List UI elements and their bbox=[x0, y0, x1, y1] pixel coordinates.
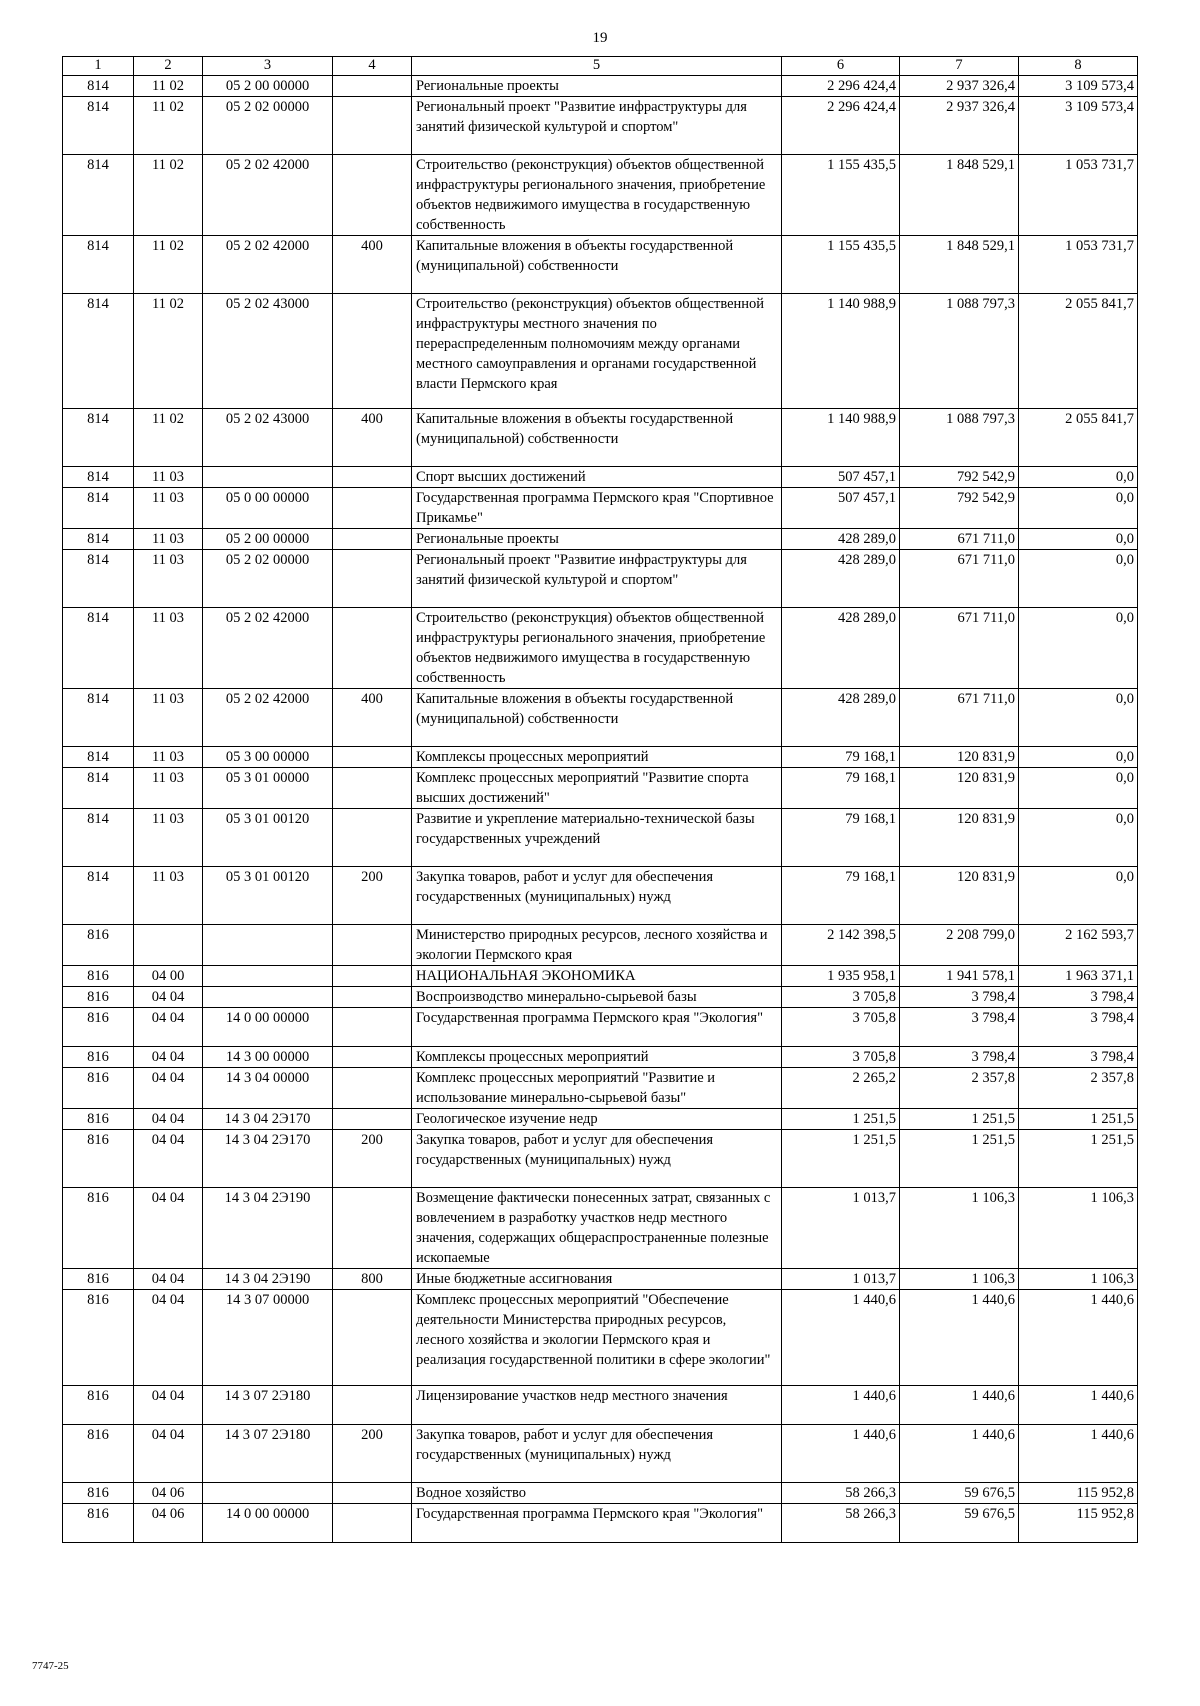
budget-table bbox=[62, 56, 1138, 1543]
amount-col7: 59 676,5 bbox=[900, 1504, 1019, 1543]
amount-col7: 1 251,5 bbox=[900, 1130, 1019, 1188]
amount-col6: 3 705,8 bbox=[782, 1047, 900, 1068]
amount-col7: 671 711,0 bbox=[900, 689, 1019, 747]
amount-col6: 428 289,0 bbox=[782, 529, 900, 550]
item-name: НАЦИОНАЛЬНАЯ ЭКОНОМИКА bbox=[412, 966, 782, 987]
table-row bbox=[63, 1109, 1138, 1130]
amount-col8: 1 053 731,7 bbox=[1019, 155, 1138, 236]
amount-col8: 3 798,4 bbox=[1019, 1008, 1138, 1047]
expense-type-code bbox=[333, 488, 412, 529]
expense-type-code bbox=[333, 529, 412, 550]
table-row bbox=[63, 1425, 1138, 1483]
amount-col6: 428 289,0 bbox=[782, 550, 900, 608]
amount-col8: 0,0 bbox=[1019, 809, 1138, 867]
section-code: 04 04 bbox=[134, 1109, 203, 1130]
section-code: 04 04 bbox=[134, 1188, 203, 1269]
footer-code: 7747-25 bbox=[32, 1660, 69, 1672]
amount-col8: 3 109 573,4 bbox=[1019, 76, 1138, 97]
section-code: 04 04 bbox=[134, 1386, 203, 1425]
amount-col6: 58 266,3 bbox=[782, 1504, 900, 1543]
table-row bbox=[63, 809, 1138, 867]
section-code: 04 04 bbox=[134, 987, 203, 1008]
table-row bbox=[63, 867, 1138, 925]
item-name: Министерство природных ресурсов, лесного хозяйства и экологии Пермского края bbox=[412, 925, 782, 966]
expense-type-code bbox=[333, 1068, 412, 1109]
target-article-code: 14 3 07 2Э180 bbox=[203, 1425, 333, 1483]
expense-type-code: 400 bbox=[333, 409, 412, 467]
amount-col6: 1 013,7 bbox=[782, 1269, 900, 1290]
table-row bbox=[63, 1068, 1138, 1109]
item-name: Спорт высших достижений bbox=[412, 467, 782, 488]
amount-col7: 1 941 578,1 bbox=[900, 966, 1019, 987]
expense-type-code bbox=[333, 294, 412, 409]
table-row bbox=[63, 488, 1138, 529]
amount-col6: 79 168,1 bbox=[782, 809, 900, 867]
amount-col7: 1 440,6 bbox=[900, 1386, 1019, 1425]
amount-col7: 1 251,5 bbox=[900, 1109, 1019, 1130]
department-code: 816 bbox=[63, 1109, 134, 1130]
item-name: Иные бюджетные ассигнования bbox=[412, 1269, 782, 1290]
section-code: 11 03 bbox=[134, 529, 203, 550]
target-article-code: 05 2 02 42000 bbox=[203, 155, 333, 236]
section-code: 11 03 bbox=[134, 768, 203, 809]
expense-type-code bbox=[333, 1504, 412, 1543]
item-name: Строительство (реконструкция) объектов общественной инфраструктуры регионального значения, приобретение объектов недвижимого имущества в государственную собственность bbox=[412, 155, 782, 236]
amount-col7: 120 831,9 bbox=[900, 867, 1019, 925]
amount-col8: 0,0 bbox=[1019, 747, 1138, 768]
department-code: 816 bbox=[63, 1504, 134, 1543]
department-code: 814 bbox=[63, 467, 134, 488]
target-article-code: 14 3 04 2Э190 bbox=[203, 1188, 333, 1269]
department-code: 814 bbox=[63, 155, 134, 236]
item-name: Строительство (реконструкция) объектов общественной инфраструктуры регионального значения, приобретение объектов недвижимого имущества в государственную собственность bbox=[412, 608, 782, 689]
section-code: 04 00 bbox=[134, 966, 203, 987]
expense-type-code: 200 bbox=[333, 867, 412, 925]
target-article-code: 05 2 02 42000 bbox=[203, 608, 333, 689]
target-article-code: 05 3 01 00120 bbox=[203, 867, 333, 925]
amount-col8: 0,0 bbox=[1019, 867, 1138, 925]
amount-col8: 0,0 bbox=[1019, 689, 1138, 747]
amount-col6: 507 457,1 bbox=[782, 467, 900, 488]
expense-type-code bbox=[333, 809, 412, 867]
expense-type-code bbox=[333, 550, 412, 608]
department-code: 814 bbox=[63, 867, 134, 925]
amount-col8: 1 963 371,1 bbox=[1019, 966, 1138, 987]
item-name: Лицензирование участков недр местного значения bbox=[412, 1386, 782, 1425]
amount-col6: 507 457,1 bbox=[782, 488, 900, 529]
amount-col8: 3 798,4 bbox=[1019, 1047, 1138, 1068]
table-row bbox=[63, 409, 1138, 467]
expense-type-code bbox=[333, 987, 412, 1008]
table-row bbox=[63, 768, 1138, 809]
department-code: 816 bbox=[63, 1269, 134, 1290]
expense-type-code bbox=[333, 1290, 412, 1386]
target-article-code: 14 3 00 00000 bbox=[203, 1047, 333, 1068]
table-row bbox=[63, 1504, 1138, 1543]
item-name: Региональный проект "Развитие инфраструктуры для занятий физической культурой и спортом" bbox=[412, 97, 782, 155]
target-article-code: 05 2 02 00000 bbox=[203, 97, 333, 155]
target-article-code: 05 3 01 00120 bbox=[203, 809, 333, 867]
target-article-code: 14 3 04 2Э190 bbox=[203, 1269, 333, 1290]
expense-type-code: 800 bbox=[333, 1269, 412, 1290]
amount-col6: 428 289,0 bbox=[782, 689, 900, 747]
section-code: 04 04 bbox=[134, 1008, 203, 1047]
table-row bbox=[63, 1483, 1138, 1504]
department-code: 814 bbox=[63, 488, 134, 529]
section-code: 11 02 bbox=[134, 155, 203, 236]
amount-col8: 0,0 bbox=[1019, 768, 1138, 809]
target-article-code: 05 2 00 00000 bbox=[203, 529, 333, 550]
target-article-code: 05 3 01 00000 bbox=[203, 768, 333, 809]
amount-col7: 2 357,8 bbox=[900, 1068, 1019, 1109]
amount-col6: 1 935 958,1 bbox=[782, 966, 900, 987]
amount-col8: 1 106,3 bbox=[1019, 1269, 1138, 1290]
item-name: Региональные проекты bbox=[412, 76, 782, 97]
amount-col7: 792 542,9 bbox=[900, 467, 1019, 488]
target-article-code: 05 3 00 00000 bbox=[203, 747, 333, 768]
table-row bbox=[63, 550, 1138, 608]
table-row bbox=[63, 155, 1138, 236]
amount-col6: 1 140 988,9 bbox=[782, 409, 900, 467]
item-name: Комплексы процессных мероприятий bbox=[412, 1047, 782, 1068]
item-name: Воспроизводство минерально-сырьевой базы bbox=[412, 987, 782, 1008]
amount-col7: 2 208 799,0 bbox=[900, 925, 1019, 966]
section-code: 04 04 bbox=[134, 1290, 203, 1386]
amount-col7: 1 106,3 bbox=[900, 1188, 1019, 1269]
expense-type-code: 400 bbox=[333, 689, 412, 747]
column-number-row bbox=[63, 57, 1138, 76]
expense-type-code bbox=[333, 608, 412, 689]
target-article-code bbox=[203, 467, 333, 488]
item-name: Капитальные вложения в объекты государственной (муниципальной) собственности bbox=[412, 236, 782, 294]
amount-col7: 3 798,4 bbox=[900, 987, 1019, 1008]
table-row bbox=[63, 1130, 1138, 1188]
amount-col8: 0,0 bbox=[1019, 529, 1138, 550]
amount-col6: 3 705,8 bbox=[782, 1008, 900, 1047]
table-row bbox=[63, 1047, 1138, 1068]
amount-col6: 2 296 424,4 bbox=[782, 97, 900, 155]
amount-col8: 3 798,4 bbox=[1019, 987, 1138, 1008]
table-row bbox=[63, 925, 1138, 966]
table-row bbox=[63, 236, 1138, 294]
amount-col7: 120 831,9 bbox=[900, 747, 1019, 768]
table-body bbox=[63, 76, 1138, 1543]
target-article-code: 05 0 00 00000 bbox=[203, 488, 333, 529]
target-article-code: 14 3 07 00000 bbox=[203, 1290, 333, 1386]
item-name: Комплекс процессных мероприятий "Развитие спорта высших достижений" bbox=[412, 768, 782, 809]
expense-type-code bbox=[333, 925, 412, 966]
table-row bbox=[63, 689, 1138, 747]
department-code: 816 bbox=[63, 1483, 134, 1504]
expense-type-code bbox=[333, 1188, 412, 1269]
item-name: Государственная программа Пермского края "Экология" bbox=[412, 1504, 782, 1543]
section-code: 04 04 bbox=[134, 1047, 203, 1068]
table-row bbox=[63, 294, 1138, 409]
item-name: Возмещение фактически понесенных затрат, связанных с вовлечением в разработку участков недр местного значения, содержащих общераспространенные полезные ископаемые bbox=[412, 1188, 782, 1269]
amount-col8: 2 357,8 bbox=[1019, 1068, 1138, 1109]
item-name: Региональный проект "Развитие инфраструктуры для занятий физической культурой и спортом" bbox=[412, 550, 782, 608]
table-row bbox=[63, 97, 1138, 155]
amount-col8: 0,0 bbox=[1019, 550, 1138, 608]
expense-type-code: 200 bbox=[333, 1130, 412, 1188]
amount-col7: 1 440,6 bbox=[900, 1290, 1019, 1386]
amount-col6: 1 155 435,5 bbox=[782, 236, 900, 294]
amount-col8: 2 055 841,7 bbox=[1019, 409, 1138, 467]
target-article-code: 14 0 00 00000 bbox=[203, 1008, 333, 1047]
section-code: 11 03 bbox=[134, 467, 203, 488]
item-name: Геологическое изучение недр bbox=[412, 1109, 782, 1130]
amount-col7: 1 088 797,3 bbox=[900, 409, 1019, 467]
item-name: Водное хозяйство bbox=[412, 1483, 782, 1504]
department-code: 816 bbox=[63, 1188, 134, 1269]
department-code: 816 bbox=[63, 1386, 134, 1425]
target-article-code: 05 2 02 42000 bbox=[203, 689, 333, 747]
table-row bbox=[63, 1290, 1138, 1386]
target-article-code: 05 2 00 00000 bbox=[203, 76, 333, 97]
amount-col7: 2 937 326,4 bbox=[900, 76, 1019, 97]
column-header: 5 bbox=[412, 57, 782, 76]
amount-col6: 1 251,5 bbox=[782, 1130, 900, 1188]
amount-col6: 1 155 435,5 bbox=[782, 155, 900, 236]
amount-col6: 1 440,6 bbox=[782, 1425, 900, 1483]
item-name: Закупка товаров, работ и услуг для обеспечения государственных (муниципальных) нужд bbox=[412, 1425, 782, 1483]
amount-col7: 671 711,0 bbox=[900, 550, 1019, 608]
amount-col7: 671 711,0 bbox=[900, 529, 1019, 550]
amount-col7: 1 440,6 bbox=[900, 1425, 1019, 1483]
target-article-code bbox=[203, 1483, 333, 1504]
expense-type-code bbox=[333, 1008, 412, 1047]
amount-col8: 2 162 593,7 bbox=[1019, 925, 1138, 966]
section-code: 11 02 bbox=[134, 236, 203, 294]
column-header: 2 bbox=[134, 57, 203, 76]
department-code: 814 bbox=[63, 809, 134, 867]
department-code: 814 bbox=[63, 76, 134, 97]
expense-type-code bbox=[333, 1047, 412, 1068]
amount-col8: 1 106,3 bbox=[1019, 1188, 1138, 1269]
amount-col7: 2 937 326,4 bbox=[900, 97, 1019, 155]
amount-col6: 79 168,1 bbox=[782, 747, 900, 768]
table-row bbox=[63, 608, 1138, 689]
target-article-code: 14 3 04 2Э170 bbox=[203, 1109, 333, 1130]
amount-col8: 3 109 573,4 bbox=[1019, 97, 1138, 155]
target-article-code: 14 3 04 00000 bbox=[203, 1068, 333, 1109]
column-header: 6 bbox=[782, 57, 900, 76]
column-header: 4 bbox=[333, 57, 412, 76]
amount-col8: 2 055 841,7 bbox=[1019, 294, 1138, 409]
section-code: 11 02 bbox=[134, 409, 203, 467]
page-number: 19 bbox=[592, 30, 608, 46]
item-name: Закупка товаров, работ и услуг для обеспечения государственных (муниципальных) нужд bbox=[412, 867, 782, 925]
item-name: Комплекс процессных мероприятий "Обеспечение деятельности Министерства природных ресурсов, лесного хозяйства и экологии Пермского края и реализация государственной политики в сфере экологии" bbox=[412, 1290, 782, 1386]
target-article-code: 14 0 00 00000 bbox=[203, 1504, 333, 1543]
department-code: 814 bbox=[63, 768, 134, 809]
section-code: 11 02 bbox=[134, 294, 203, 409]
amount-col6: 58 266,3 bbox=[782, 1483, 900, 1504]
column-header: 1 bbox=[63, 57, 134, 76]
table-row bbox=[63, 747, 1138, 768]
section-code: 11 03 bbox=[134, 809, 203, 867]
expense-type-code bbox=[333, 1483, 412, 1504]
amount-col7: 1 106,3 bbox=[900, 1269, 1019, 1290]
department-code: 814 bbox=[63, 550, 134, 608]
section-code: 04 04 bbox=[134, 1068, 203, 1109]
section-code: 11 03 bbox=[134, 608, 203, 689]
item-name: Капитальные вложения в объекты государственной (муниципальной) собственности bbox=[412, 409, 782, 467]
target-article-code: 05 2 02 00000 bbox=[203, 550, 333, 608]
item-name: Региональные проекты bbox=[412, 529, 782, 550]
amount-col7: 59 676,5 bbox=[900, 1483, 1019, 1504]
target-article-code bbox=[203, 925, 333, 966]
department-code: 816 bbox=[63, 1290, 134, 1386]
amount-col8: 115 952,8 bbox=[1019, 1483, 1138, 1504]
amount-col8: 1 440,6 bbox=[1019, 1386, 1138, 1425]
amount-col8: 0,0 bbox=[1019, 488, 1138, 529]
expense-type-code bbox=[333, 1109, 412, 1130]
column-header: 7 bbox=[900, 57, 1019, 76]
column-header: 8 bbox=[1019, 57, 1138, 76]
table-row bbox=[63, 987, 1138, 1008]
amount-col8: 1 440,6 bbox=[1019, 1425, 1138, 1483]
amount-col6: 1 440,6 bbox=[782, 1290, 900, 1386]
table-row bbox=[63, 1386, 1138, 1425]
amount-col8: 0,0 bbox=[1019, 467, 1138, 488]
amount-col7: 3 798,4 bbox=[900, 1008, 1019, 1047]
department-code: 814 bbox=[63, 409, 134, 467]
amount-col7: 792 542,9 bbox=[900, 488, 1019, 529]
amount-col6: 3 705,8 bbox=[782, 987, 900, 1008]
amount-col7: 120 831,9 bbox=[900, 768, 1019, 809]
table-row bbox=[63, 76, 1138, 97]
section-code: 04 04 bbox=[134, 1425, 203, 1483]
table-row bbox=[63, 1008, 1138, 1047]
item-name: Государственная программа Пермского края "Спортивное Прикамье" bbox=[412, 488, 782, 529]
amount-col8: 1 251,5 bbox=[1019, 1130, 1138, 1188]
amount-col8: 1 053 731,7 bbox=[1019, 236, 1138, 294]
target-article-code: 14 3 07 2Э180 bbox=[203, 1386, 333, 1425]
amount-col6: 79 168,1 bbox=[782, 768, 900, 809]
expense-type-code bbox=[333, 966, 412, 987]
amount-col7: 120 831,9 bbox=[900, 809, 1019, 867]
amount-col8: 1 440,6 bbox=[1019, 1290, 1138, 1386]
table-row bbox=[63, 467, 1138, 488]
amount-col6: 2 265,2 bbox=[782, 1068, 900, 1109]
amount-col7: 1 848 529,1 bbox=[900, 236, 1019, 294]
table-row bbox=[63, 1269, 1138, 1290]
target-article-code bbox=[203, 966, 333, 987]
section-code: 04 06 bbox=[134, 1504, 203, 1543]
department-code: 814 bbox=[63, 294, 134, 409]
department-code: 816 bbox=[63, 987, 134, 1008]
department-code: 814 bbox=[63, 97, 134, 155]
target-article-code: 05 2 02 43000 bbox=[203, 409, 333, 467]
department-code: 816 bbox=[63, 1047, 134, 1068]
department-code: 814 bbox=[63, 529, 134, 550]
item-name: Капитальные вложения в объекты государственной (муниципальной) собственности bbox=[412, 689, 782, 747]
section-code: 11 03 bbox=[134, 689, 203, 747]
amount-col8: 0,0 bbox=[1019, 608, 1138, 689]
expense-type-code: 400 bbox=[333, 236, 412, 294]
item-name: Комплексы процессных мероприятий bbox=[412, 747, 782, 768]
section-code: 11 02 bbox=[134, 76, 203, 97]
amount-col6: 1 140 988,9 bbox=[782, 294, 900, 409]
department-code: 814 bbox=[63, 608, 134, 689]
department-code: 814 bbox=[63, 236, 134, 294]
expense-type-code bbox=[333, 747, 412, 768]
amount-col8: 115 952,8 bbox=[1019, 1504, 1138, 1543]
amount-col7: 1 088 797,3 bbox=[900, 294, 1019, 409]
target-article-code bbox=[203, 987, 333, 1008]
amount-col6: 79 168,1 bbox=[782, 867, 900, 925]
target-article-code: 05 2 02 42000 bbox=[203, 236, 333, 294]
department-code: 814 bbox=[63, 689, 134, 747]
amount-col7: 3 798,4 bbox=[900, 1047, 1019, 1068]
department-code: 816 bbox=[63, 925, 134, 966]
item-name: Строительство (реконструкция) объектов общественной инфраструктуры местного значения по перераспределенным полномочиям между органами местного самоуправления и органами государственной власти Пермского края bbox=[412, 294, 782, 409]
section-code: 11 03 bbox=[134, 747, 203, 768]
expense-type-code bbox=[333, 467, 412, 488]
department-code: 816 bbox=[63, 1130, 134, 1188]
amount-col6: 2 296 424,4 bbox=[782, 76, 900, 97]
expense-type-code bbox=[333, 155, 412, 236]
section-code bbox=[134, 925, 203, 966]
amount-col6: 2 142 398,5 bbox=[782, 925, 900, 966]
section-code: 11 02 bbox=[134, 97, 203, 155]
expense-type-code: 200 bbox=[333, 1425, 412, 1483]
amount-col8: 1 251,5 bbox=[1019, 1109, 1138, 1130]
target-article-code: 14 3 04 2Э170 bbox=[203, 1130, 333, 1188]
expense-type-code bbox=[333, 76, 412, 97]
expense-type-code bbox=[333, 768, 412, 809]
section-code: 11 03 bbox=[134, 550, 203, 608]
table-row bbox=[63, 529, 1138, 550]
department-code: 816 bbox=[63, 1068, 134, 1109]
item-name: Развитие и укрепление материально-технической базы государственных учреждений bbox=[412, 809, 782, 867]
amount-col7: 671 711,0 bbox=[900, 608, 1019, 689]
section-code: 11 03 bbox=[134, 488, 203, 529]
section-code: 11 03 bbox=[134, 867, 203, 925]
expense-type-code bbox=[333, 1386, 412, 1425]
target-article-code: 05 2 02 43000 bbox=[203, 294, 333, 409]
expense-type-code bbox=[333, 97, 412, 155]
item-name: Государственная программа Пермского края "Экология" bbox=[412, 1008, 782, 1047]
table-row bbox=[63, 966, 1138, 987]
item-name: Комплекс процессных мероприятий "Развитие и использование минерально-сырьевой базы" bbox=[412, 1068, 782, 1109]
table-row bbox=[63, 1188, 1138, 1269]
department-code: 816 bbox=[63, 966, 134, 987]
amount-col6: 1 251,5 bbox=[782, 1109, 900, 1130]
amount-col6: 1 440,6 bbox=[782, 1386, 900, 1425]
amount-col6: 428 289,0 bbox=[782, 608, 900, 689]
column-header: 3 bbox=[203, 57, 333, 76]
department-code: 816 bbox=[63, 1008, 134, 1047]
department-code: 814 bbox=[63, 747, 134, 768]
amount-col6: 1 013,7 bbox=[782, 1188, 900, 1269]
section-code: 04 04 bbox=[134, 1130, 203, 1188]
section-code: 04 04 bbox=[134, 1269, 203, 1290]
amount-col7: 1 848 529,1 bbox=[900, 155, 1019, 236]
item-name: Закупка товаров, работ и услуг для обеспечения государственных (муниципальных) нужд bbox=[412, 1130, 782, 1188]
section-code: 04 06 bbox=[134, 1483, 203, 1504]
department-code: 816 bbox=[63, 1425, 134, 1483]
